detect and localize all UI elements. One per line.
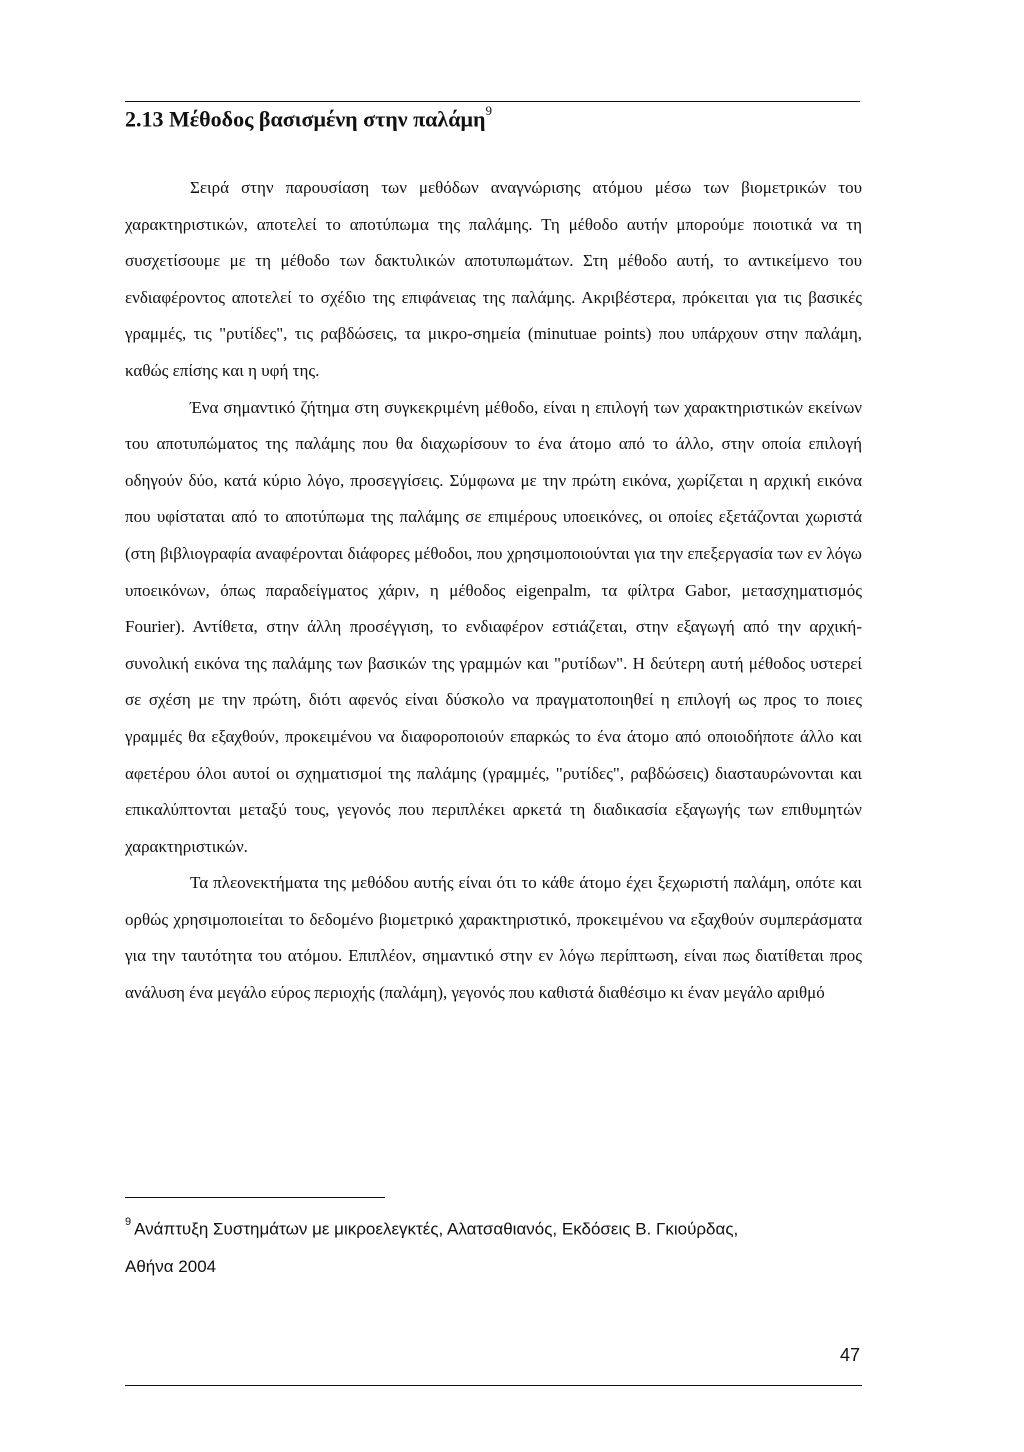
footnote-marker: 9	[125, 1216, 132, 1228]
page-number: 47	[839, 1345, 860, 1365]
section-heading-text: 2.13 Μέθοδος βασισμένη στην παλάμη	[125, 106, 486, 132]
section-heading	[125, 103, 492, 132]
header-rule	[125, 101, 860, 102]
footnote-line-2: Αθήνα 2004	[125, 1256, 217, 1276]
footer-rule	[125, 1385, 862, 1386]
paragraph-2: Ένα σημαντικό ζήτημα στη συγκεκριμένη μέθοδο, είναι η επιλογή των χαρακτηριστικών εκείνων του αποτυπώματος της παλάμης που θα διαχωρίσουν το ένα άτομο από το άλλο, στην οποία επιλογή οδηγούν δύο, κατά κύριο λόγο, προσεγγίσεις. Σύμφωνα με την πρώτη εικόνα, χωρίζεται η αρχική εικόνα που υφίσταται από το αποτύπωμα της παλάμης σε επιμέρους υποεικόνες, οι οποίες εξετάζονται χωριστά (στη βιβλιογραφία αναφέρονται διάφορες μέθοδοι, που χρησιμοποιούνται για την επεξεργασία των εν λόγω υποεικόνων, όπως παραδείγματος χάριν, η μέθοδος eigenpalm, τα φίλτρα Gabor, μετασχηματισμός Fourier). Αντίθετα, στην άλλη προσέγγιση, το ενδιαφέρον εστιάζεται, στην εξαγωγή από την αρχική-συνολική εικόνα της παλάμης των βασικών της γραμμών και "ρυτίδων". Η δεύτερη αυτή μέθοδος υστερεί σε σχέση με την πρώτη, διότι αφενός είναι δύσκολο να πραγματοποιηθεί η επιλογή ως προς το ποιες γραμμές θα εξαχθούν, προκειμένου να διαφοροποιούν επαρκώς το ένα άτομο από οποιοδήποτε άλλο και αφετέρου όλοι αυτοί οι σχηματισμοί της παλάμης (γραμμές, "ρυτίδες", ραβδώσεις) διασταυρώνονται και επικαλύπτονται μεταξύ τους, γεγονός που περιπλέκει αρκετά τη διαδικασία εξαγωγής των επιθυμητών χαρακτηριστικών.	[125, 397, 862, 856]
footnote	[125, 1207, 862, 1285]
paragraph-1: Σειρά στην παρουσίαση των μεθόδων αναγνώρισης ατόμου μέσω των βιομετρικών του χαρακτηριστικών, αποτελεί το αποτύπωμα της παλάμης. Τη μέθοδο αυτήν μπορούμε ποιοτικά να τη συσχετίσουμε με τη μέθοδο των δακτυλικών αποτυπωμάτων. Στη μέθοδο αυτή, το αντικείμενο του ενδιαφέροντος αποτελεί το σχέδιο της επιφάνειας της παλάμης. Ακριβέστερα, πρόκειται για τις βασικές γραμμές, τις "ρυτίδες", τις ραβδώσεις, τα μικρο-σημεία (minutuae points) που υπάρχουν στην παλάμη, καθώς επίσης και η υφή της.	[125, 178, 862, 380]
body-text	[125, 170, 862, 1012]
footnote-line-1	[125, 1207, 862, 1248]
footnote-rule	[125, 1197, 385, 1198]
paragraph-3: Τα πλεονεκτήματα της μεθόδου αυτής είναι ότι το κάθε άτομο έχει ξεχωριστή παλάμη, οπότε και ορθώς χρησιμοποιείται το δεδομένο βιομετρικό χαρακτηριστικό, προκειμένου να εξαχθούν συμπεράσματα για την ταυτότητα του ατόμου. Επιπλέον, σημαντικό στην εν λόγω περίπτωση, είναι πως διατίθεται προς ανάλυση ένα μεγάλο εύρος περιοχής (παλάμη), γεγονός που καθιστά διαθέσιμο κι έναν μεγάλο αριθμό	[125, 873, 862, 1003]
heading-footnote-marker: 9	[485, 103, 492, 118]
footnote-text-1: Ανάπτυξη Συστημάτων με μικροελεγκτές, Αλατσαθιανός, Εκδόσεις Β. Γκιούρδας,	[134, 1219, 739, 1239]
